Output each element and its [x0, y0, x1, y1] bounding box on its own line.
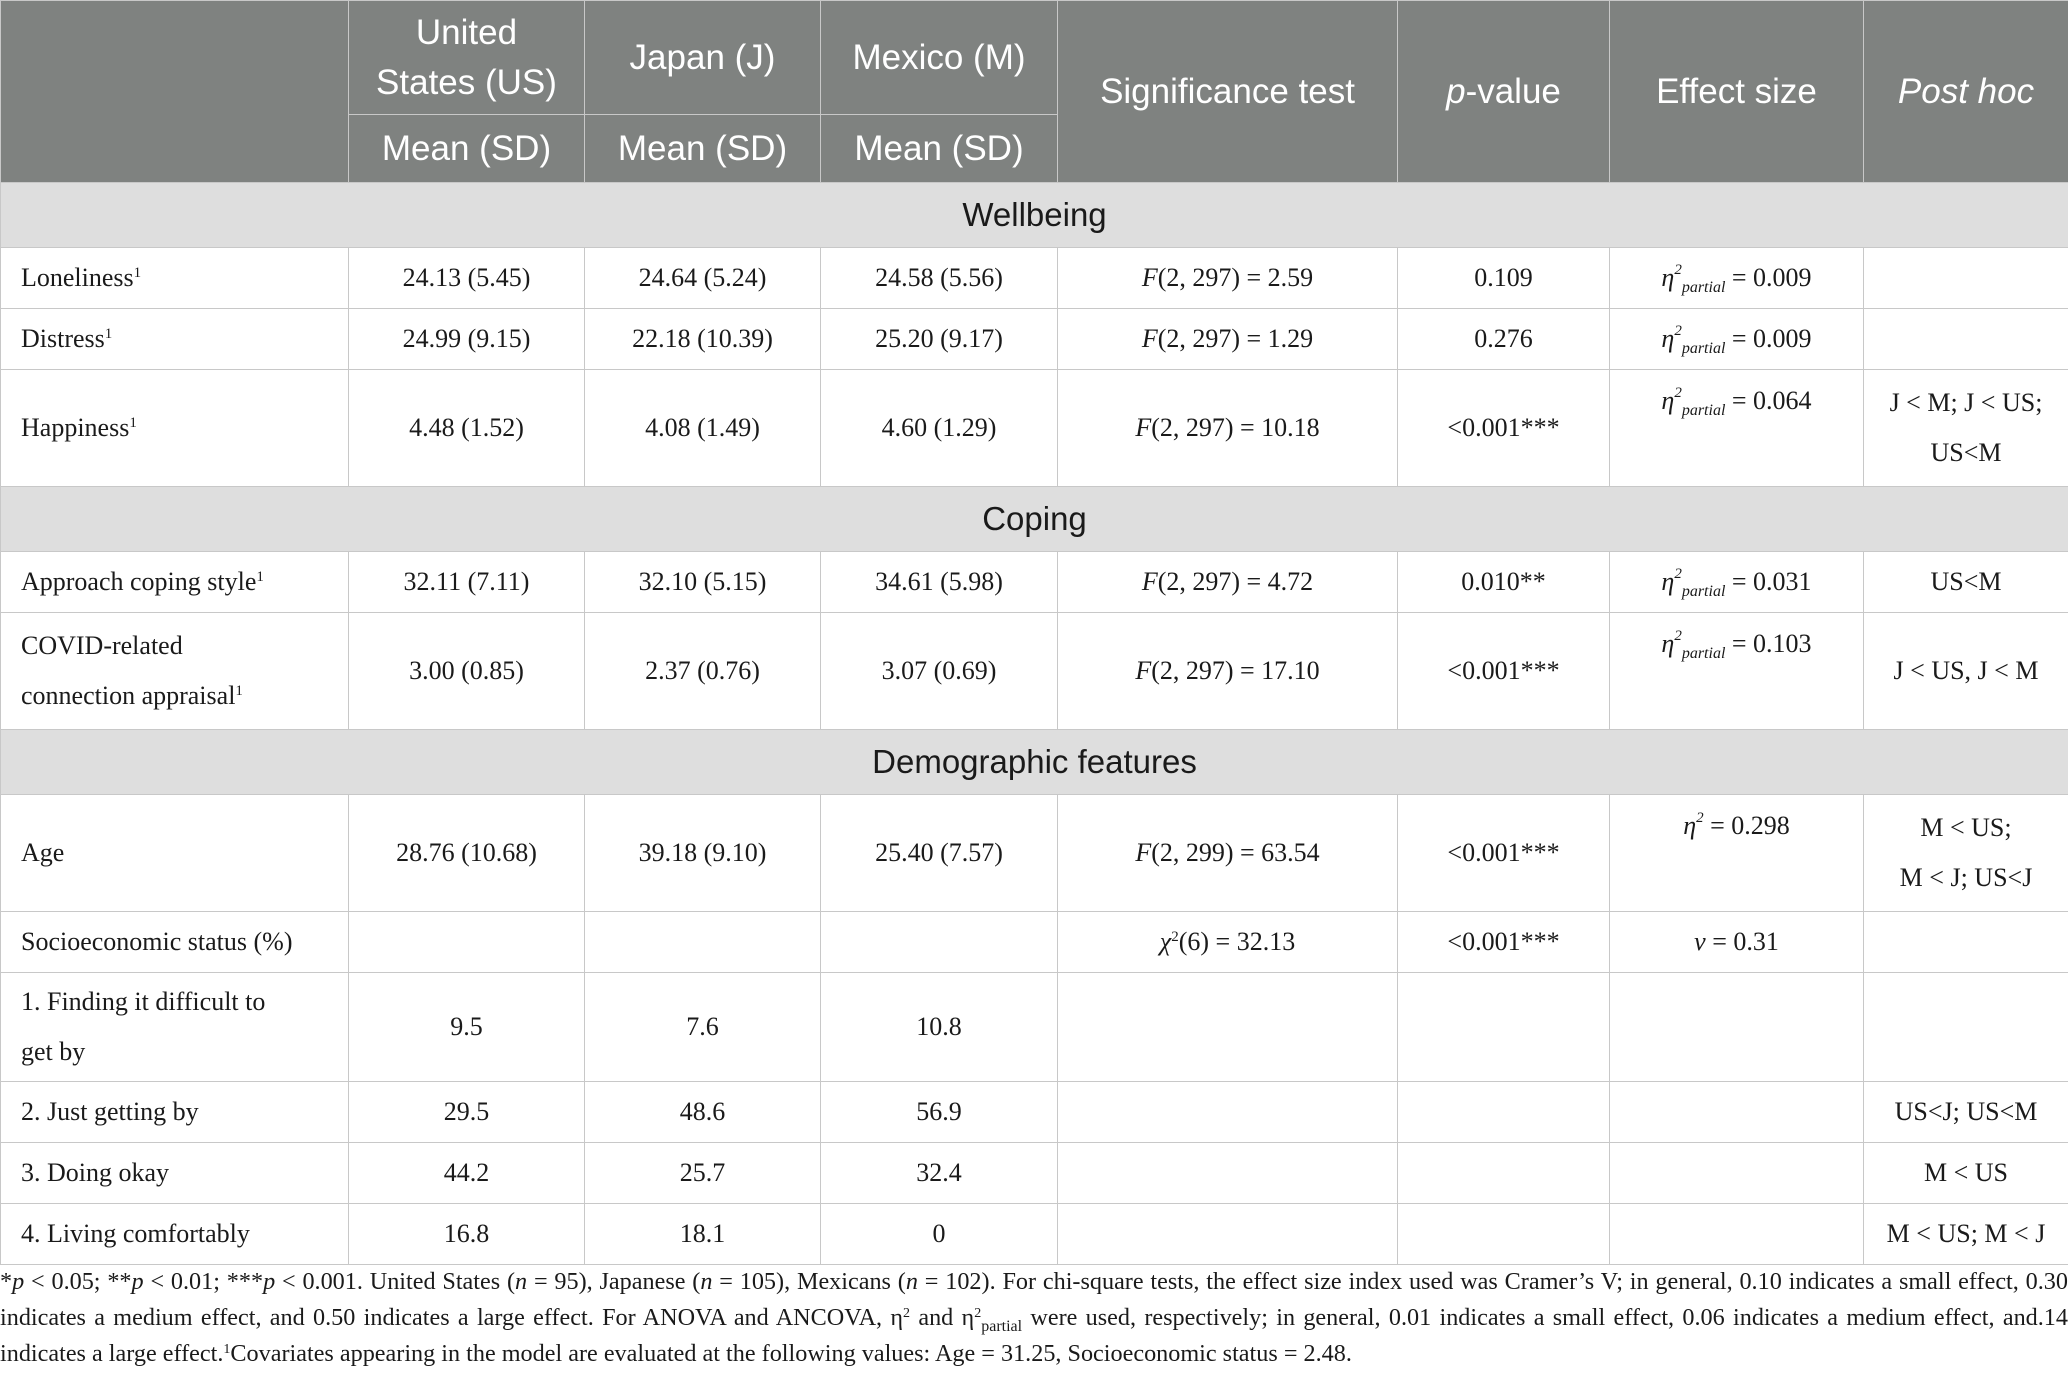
cell-p	[1398, 973, 1610, 1082]
cell-test	[1058, 973, 1398, 1082]
row-label-text: connection appraisal	[21, 681, 236, 710]
posthoc-line-1: J < M; J < US;	[1889, 388, 2043, 417]
posthoc-line-2: US<M	[1930, 438, 2002, 467]
table-row-ses-4	[1, 1204, 2068, 1265]
header-significance-test: Significance test	[1058, 1, 1398, 183]
cell-japan: 18.1	[585, 1204, 821, 1265]
cell-test	[1058, 370, 1398, 487]
note-italic: n	[700, 1268, 713, 1295]
es-eta: η	[1661, 567, 1675, 596]
header-blank	[1, 1, 349, 183]
cell-effect-size	[1610, 1082, 1864, 1143]
cell-effect-size	[1610, 973, 1864, 1082]
cell-p: <0.001***	[1398, 613, 1610, 730]
es-sup: 2	[1674, 566, 1682, 582]
row-label-line-1: COVID-related	[21, 631, 183, 660]
section-title: Wellbeing	[1, 183, 2068, 248]
cell-mexico: 32.4	[821, 1143, 1058, 1204]
cell-japan: 22.18 (10.39)	[585, 309, 821, 370]
row-label-line-1: 1. Finding it difficult to	[21, 987, 266, 1016]
cell-japan: 25.7	[585, 1143, 821, 1204]
test-rest: (2, 297) = 2.59	[1157, 263, 1314, 292]
row-label	[1, 552, 349, 613]
cell-effect-size	[1610, 1204, 1864, 1265]
cell-us: 9.5	[349, 973, 585, 1082]
cell-posthoc: M < US	[1864, 1143, 2068, 1204]
cell-p: <0.001***	[1398, 370, 1610, 487]
note-italic: n	[905, 1268, 918, 1295]
row-label	[1, 248, 349, 309]
cell-test	[1058, 1082, 1398, 1143]
row-label: Age	[1, 795, 349, 912]
test-stat: F	[1141, 567, 1158, 596]
posthoc-line-1: M < US;	[1920, 813, 2012, 842]
es-sup: 2	[1674, 323, 1682, 339]
row-label	[1, 309, 349, 370]
es-eta: η	[1683, 811, 1697, 840]
note-text: = 105), Mexicans (	[712, 1268, 906, 1295]
row-label-line-2: get by	[21, 1037, 86, 1066]
section-title: Coping	[1, 487, 2068, 552]
note-text: < 0.001. United States (	[275, 1268, 516, 1295]
note-text: *	[0, 1268, 13, 1295]
cell-japan: 32.10 (5.15)	[585, 552, 821, 613]
es-eta: η	[1661, 263, 1675, 292]
row-label-sup: 1	[133, 265, 142, 281]
cell-japan: 7.6	[585, 973, 821, 1082]
cell-mexico: 25.20 (9.17)	[821, 309, 1058, 370]
table-row-ses-1	[1, 973, 2068, 1082]
table-row-ses	[1, 912, 2068, 973]
cell-test	[1058, 795, 1398, 912]
row-label-line-2	[21, 671, 332, 721]
cell-mexico: 0	[821, 1204, 1058, 1265]
es-val: = 0.298	[1703, 811, 1790, 840]
cell-test	[1058, 912, 1398, 973]
row-label: 2. Just getting by	[1, 1082, 349, 1143]
row-label-sup: 1	[104, 326, 113, 342]
es-sub: partial	[1681, 402, 1726, 419]
cell-posthoc	[1864, 309, 2068, 370]
note-text: were used, respectively; in general, 0.01 indicates a small effect, 0.06 indicates a medium effect, and.14 indicates a large effect.	[0, 1304, 2068, 1367]
cell-us: 32.11 (7.11)	[349, 552, 585, 613]
cell-p: 0.276	[1398, 309, 1610, 370]
header-p-value	[1398, 1, 1610, 183]
row-label	[1, 613, 349, 730]
table-row-approach-coping	[1, 552, 2068, 613]
es-sup: 2	[1696, 810, 1704, 826]
note-italic: p	[131, 1268, 144, 1295]
test-rest: (2, 299) = 63.54	[1151, 838, 1320, 867]
row-label: Socioeconomic status (%)	[1, 912, 349, 973]
cell-effect-size	[1610, 309, 1864, 370]
cell-us: 4.48 (1.52)	[349, 370, 585, 487]
table-row-ses-2	[1, 1082, 2068, 1143]
cell-posthoc	[1864, 973, 2068, 1082]
cell-posthoc: US<M	[1864, 552, 2068, 613]
cell-test	[1058, 1143, 1398, 1204]
es-val: = 0.009	[1725, 263, 1812, 292]
header-mean-sd-us: Mean (SD)	[349, 115, 585, 183]
cell-mexico: 56.9	[821, 1082, 1058, 1143]
header-us: United States (US)	[349, 1, 585, 115]
note-italic: p	[263, 1268, 276, 1295]
cell-test	[1058, 309, 1398, 370]
row-label-sup: 1	[256, 569, 264, 585]
cell-japan: 39.18 (9.10)	[585, 795, 821, 912]
es-eta: η	[1661, 386, 1675, 415]
cell-us	[349, 912, 585, 973]
cell-mexico: 25.40 (7.57)	[821, 795, 1058, 912]
cell-effect-size	[1610, 912, 1864, 973]
section-demographic	[1, 730, 2068, 795]
es-sub: partial	[1681, 340, 1726, 357]
cell-p	[1398, 1204, 1610, 1265]
cell-test	[1058, 613, 1398, 730]
cell-us: 24.99 (9.15)	[349, 309, 585, 370]
note-sub: partial	[981, 1318, 1023, 1335]
note-sup: 2	[903, 1306, 911, 1321]
cell-p: 0.109	[1398, 248, 1610, 309]
row-label-text: Distress	[21, 324, 105, 353]
cell-effect-size	[1610, 795, 1864, 912]
header-p-italic: p	[1446, 71, 1466, 111]
cell-mexico: 10.8	[821, 973, 1058, 1082]
cell-us: 44.2	[349, 1143, 585, 1204]
cell-posthoc	[1864, 370, 2068, 487]
cell-mexico: 24.58 (5.56)	[821, 248, 1058, 309]
es-eta: η	[1661, 324, 1675, 353]
header-row-1	[1, 1, 2068, 115]
row-label-text: Approach coping style	[21, 567, 257, 596]
table-row-age	[1, 795, 2068, 912]
note-sup: 1	[223, 1342, 231, 1357]
note-sup: 2	[974, 1306, 982, 1321]
test-rest: (2, 297) = 10.18	[1151, 413, 1320, 442]
cell-test	[1058, 552, 1398, 613]
cell-posthoc	[1864, 248, 2068, 309]
note-text: = 102). For chi-square tests, the effect size index used was Cramer’s V; in general, 0.10 indicates a small effect, 0.30 indicates a medium effect, and 0.50 indicates a large effect. For ANOVA and ANCOVA, η	[0, 1268, 2068, 1331]
cell-effect-size	[1610, 552, 1864, 613]
cell-us: 28.76 (10.68)	[349, 795, 585, 912]
table-row-distress	[1, 309, 2068, 370]
section-coping	[1, 487, 2068, 552]
cell-mexico: 3.07 (0.69)	[821, 613, 1058, 730]
test-rest: (6) = 32.13	[1178, 927, 1296, 956]
es-v: v	[1694, 927, 1706, 956]
section-wellbeing	[1, 183, 2068, 248]
cell-us: 3.00 (0.85)	[349, 613, 585, 730]
note-text: < 0.01; ***	[143, 1268, 264, 1295]
row-label	[1, 973, 349, 1082]
row-label-sup: 1	[129, 415, 137, 431]
es-sub: partial	[1681, 279, 1726, 296]
es-val: = 0.103	[1725, 629, 1812, 658]
test-stat: F	[1135, 838, 1152, 867]
cell-p: <0.001***	[1398, 912, 1610, 973]
es-sub: partial	[1681, 583, 1726, 600]
es-sup: 2	[1674, 385, 1682, 401]
table-row-loneliness	[1, 248, 2068, 309]
row-label: 3. Doing okay	[1, 1143, 349, 1204]
table-row-covid-appraisal	[1, 613, 2068, 730]
note-text: and η	[910, 1304, 975, 1331]
test-rest: (2, 297) = 1.29	[1157, 324, 1314, 353]
cell-japan	[585, 912, 821, 973]
cell-japan: 2.37 (0.76)	[585, 613, 821, 730]
table-footnote	[0, 1264, 2068, 1372]
cell-japan: 24.64 (5.24)	[585, 248, 821, 309]
cell-mexico: 34.61 (5.98)	[821, 552, 1058, 613]
cell-test	[1058, 248, 1398, 309]
cell-p: <0.001***	[1398, 795, 1610, 912]
table-row-ses-3	[1, 1143, 2068, 1204]
cell-test	[1058, 1204, 1398, 1265]
test-rest: (2, 297) = 17.10	[1151, 656, 1320, 685]
cell-us: 16.8	[349, 1204, 585, 1265]
test-stat: F	[1141, 324, 1158, 353]
note-text: < 0.05; **	[24, 1268, 132, 1295]
es-val: = 0.031	[1725, 567, 1812, 596]
header-japan: Japan (J)	[585, 1, 821, 115]
test-stat: F	[1135, 656, 1152, 685]
cell-effect-size	[1610, 613, 1864, 730]
cell-posthoc	[1864, 795, 2068, 912]
section-title: Demographic features	[1, 730, 2068, 795]
note-text: Covariates appearing in the model are evaluated at the following values: Age = 31.25, Socioeconomic status = 2.48.	[230, 1340, 1352, 1367]
test-rest: (2, 297) = 4.72	[1157, 567, 1314, 596]
cell-p	[1398, 1143, 1610, 1204]
cell-us: 24.13 (5.45)	[349, 248, 585, 309]
test-stat: F	[1135, 413, 1152, 442]
es-sub: partial	[1681, 645, 1726, 662]
es-val: = 0.31	[1705, 927, 1779, 956]
cell-effect-size	[1610, 1143, 1864, 1204]
cell-p	[1398, 1082, 1610, 1143]
cell-posthoc: M < US; M < J	[1864, 1204, 2068, 1265]
es-sup: 2	[1674, 262, 1682, 278]
cell-mexico: 4.60 (1.29)	[821, 370, 1058, 487]
table-row-happiness	[1, 370, 2068, 487]
row-label-text: Loneliness	[21, 263, 134, 292]
es-eta: η	[1661, 629, 1675, 658]
cell-us: 29.5	[349, 1082, 585, 1143]
cell-effect-size	[1610, 248, 1864, 309]
header-p-rest: -value	[1465, 71, 1561, 111]
cell-p: 0.010**	[1398, 552, 1610, 613]
cell-mexico	[821, 912, 1058, 973]
cell-posthoc	[1864, 912, 2068, 973]
row-label-sup: 1	[235, 683, 243, 699]
es-val: = 0.009	[1725, 324, 1812, 353]
note-italic: p	[12, 1268, 25, 1295]
note-italic: n	[515, 1268, 528, 1295]
test-stat: F	[1141, 263, 1158, 292]
row-label-text: Happiness	[21, 413, 130, 442]
row-label	[1, 370, 349, 487]
row-label: 4. Living comfortably	[1, 1204, 349, 1265]
test-stat: χ	[1159, 927, 1172, 956]
cell-japan: 48.6	[585, 1082, 821, 1143]
cell-japan: 4.08 (1.49)	[585, 370, 821, 487]
header-post-hoc: Post hoc	[1864, 1, 2068, 183]
header-mean-sd-mexico: Mean (SD)	[821, 115, 1058, 183]
es-val: = 0.064	[1725, 386, 1812, 415]
cell-posthoc: J < US, J < M	[1864, 613, 2068, 730]
header-mean-sd-japan: Mean (SD)	[585, 115, 821, 183]
note-text: = 95), Japanese (	[527, 1268, 701, 1295]
es-sup: 2	[1674, 628, 1682, 644]
header-mexico: Mexico (M)	[821, 1, 1058, 115]
header-effect-size: Effect size	[1610, 1, 1864, 183]
test-sup: 2	[1171, 929, 1179, 945]
cell-posthoc: US<J; US<M	[1864, 1082, 2068, 1143]
cell-effect-size	[1610, 370, 1864, 487]
posthoc-line-2: M < J; US<J	[1899, 863, 2033, 892]
